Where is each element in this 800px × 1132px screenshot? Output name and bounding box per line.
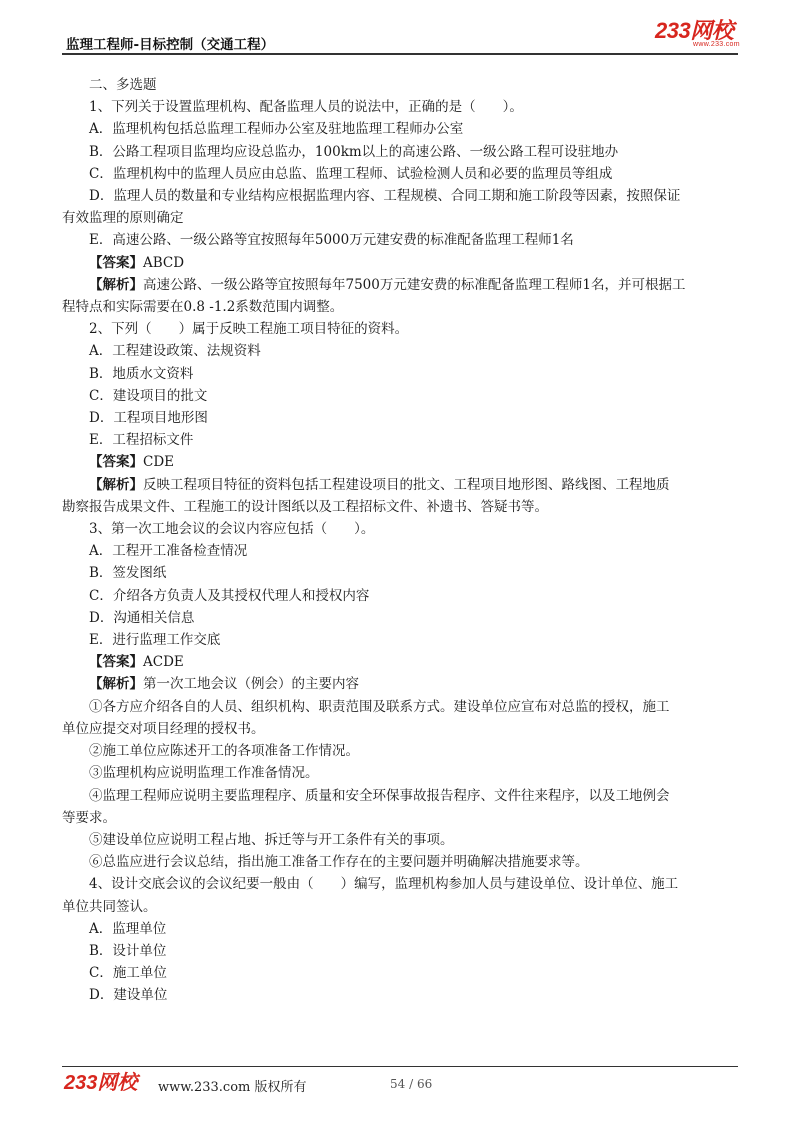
answer-value: CDE — [143, 454, 175, 471]
option-item: 有效监理的原则确定 — [62, 210, 184, 227]
analysis-line: 第一次工地会议（例会）的主要内容 — [143, 676, 359, 693]
answer-value: ABCD — [143, 254, 185, 271]
analysis-label: 【解析】 — [89, 276, 143, 293]
page-number: 54 / 66 — [390, 1077, 433, 1091]
analysis-point: 单位应提交对项目经理的授权书。 — [62, 720, 265, 737]
footer-divider — [62, 1066, 738, 1067]
logo-text: 233网校 — [655, 18, 734, 43]
footer-logo: 233网校 — [64, 1072, 138, 1094]
option-item: C．监理机构中的监理人员应由总监、监理工程师、试验检测人员和必要的监理员等组成 — [89, 165, 613, 182]
analysis-point: ②施工单位应陈述开工的各项准备工作情况。 — [89, 743, 359, 760]
footer-copyright: www.233.com 版权所有 — [158, 1080, 307, 1095]
option-item: D．工程项目地形图 — [89, 410, 208, 427]
section-title: 二、多选题 — [89, 77, 157, 93]
analysis-line: 勘察报告成果文件、工程施工的设计图纸以及工程招标文件、补遗书、答疑书等。 — [62, 498, 548, 515]
option-item: B．设计单位 — [89, 942, 167, 959]
analysis-point: ④监理工程师应说明主要监理程序、质量和安全环保事故报告程序、文件往来程序，以及工地例会 — [89, 787, 670, 804]
header-divider — [62, 53, 738, 55]
analysis-point: ⑤建设单位应说明工程占地、拆迁等与开工条件有关的事项。 — [89, 831, 454, 848]
question-stem: 单位共同签认。 — [62, 898, 157, 915]
brand-logo — [655, 18, 740, 50]
option-item: E．进行监理工作交底 — [89, 632, 221, 649]
option-item: D．沟通相关信息 — [89, 609, 195, 626]
option-item: B．地质水文资料 — [89, 365, 194, 382]
option-item: D．监理人员的数量和专业结构应根据监理内容、工程规模、合同工期和施工阶段等因素，按照保证 — [89, 188, 681, 205]
analysis-point: ①各方应介绍各自的人员、组织机构、职责范围及联系方式。建设单位应宣布对总监的授权，施工 — [89, 698, 670, 715]
option-item: B．公路工程项目监理均应设总监办，100km以上的高速公路、一级公路工程可设驻地办 — [89, 143, 619, 160]
answer-value: ACDE — [143, 654, 184, 671]
answer-label: 【答案】 — [89, 654, 143, 671]
answer-row — [62, 451, 742, 473]
analysis-text — [62, 496, 742, 518]
option-item: A．监理单位 — [89, 920, 167, 937]
analysis-point: ⑥总监应进行会议总结，指出施工准备工作存在的主要问题并明确解决措施要求等。 — [89, 854, 589, 871]
analysis-line: 高速公路、一级公路等宜按照每年7500万元建安费的标准配备监理工程师1名，并可根据工 — [143, 276, 686, 293]
answer-row — [62, 252, 742, 274]
option-item: A．监理机构包括总监理工程师办公室及驻地监理工程师办公室 — [89, 121, 464, 138]
question-stem: 3、第一次工地会议的会议内容应包括（ ）。 — [89, 521, 375, 538]
analysis-text — [62, 673, 742, 695]
analysis-label: 【解析】 — [89, 476, 143, 493]
answer-label: 【答案】 — [89, 254, 143, 271]
document-body — [62, 74, 742, 1007]
option-item: E．工程招标文件 — [89, 432, 194, 449]
option-item: C．介绍各方负责人及其授权代理人和授权内容 — [89, 587, 370, 604]
question-stem: 4、设计交底会议的会议纪要一般由（ ）编写，监理机构参加人员与建设单位、设计单位、施工 — [89, 876, 679, 893]
option-item: C．建设项目的批文 — [89, 387, 208, 404]
question-stem: 1、下列关于设置监理机构、配备监理人员的说法中，正确的是（ ）。 — [89, 99, 523, 116]
document-title: 监理工程师-目标控制（交通工程） — [66, 37, 275, 53]
answer-label: 【答案】 — [89, 454, 143, 471]
option-item: D．建设单位 — [89, 987, 168, 1004]
answer-row — [62, 651, 742, 673]
analysis-line: 反映工程项目特征的资料包括工程建设项目的批文、工程项目地形图、路线图、工程地质 — [143, 476, 670, 493]
analysis-text — [62, 296, 742, 318]
analysis-line: 程特点和实际需要在0.8 -1.2系数范围内调整。 — [62, 299, 344, 316]
option-item: A．工程开工准备检查情况 — [89, 543, 248, 560]
question-stem: 2、下列（ ）属于反映工程施工项目特征的资料。 — [89, 321, 409, 338]
analysis-text — [62, 274, 742, 296]
option-item: B．签发图纸 — [89, 565, 167, 582]
option-item: C．施工单位 — [89, 965, 167, 982]
analysis-text — [62, 474, 742, 496]
analysis-point: 等要求。 — [62, 809, 116, 826]
logo-url: www.233.com — [693, 41, 740, 48]
analysis-label: 【解析】 — [89, 676, 143, 693]
question-list — [62, 96, 742, 1006]
option-item: E．高速公路、一级公路等宜按照每年5000万元建安费的标准配备监理工程师1名 — [89, 232, 574, 249]
analysis-point: ③监理机构应说明监理工作准备情况。 — [89, 765, 319, 782]
option-item: A．工程建设政策、法规资料 — [89, 343, 261, 360]
